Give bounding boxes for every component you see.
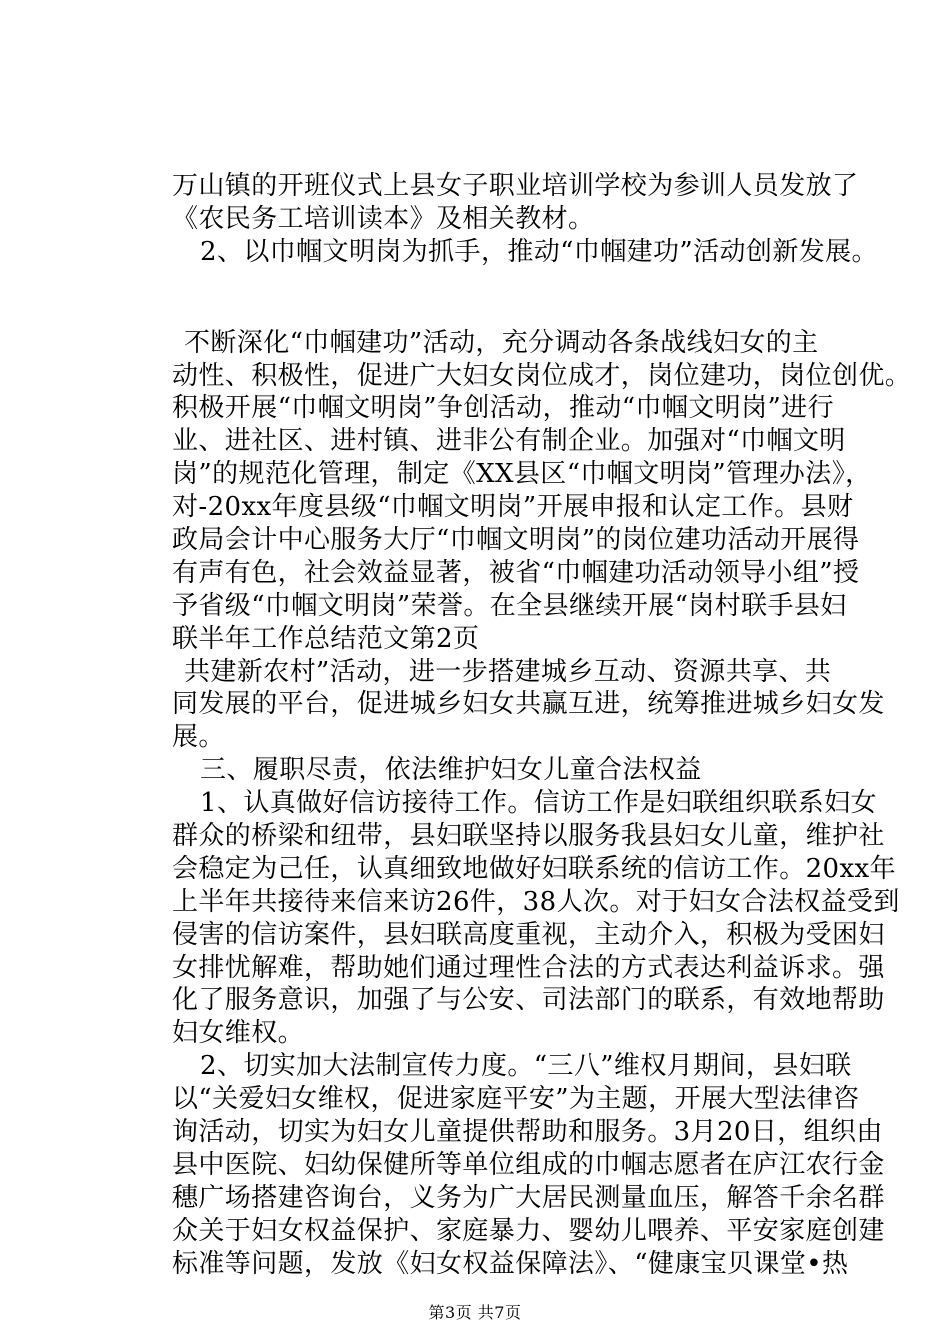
text-line: 标准等问题，发放《妇女权益保障法》、“健康宝贝课堂•热 <box>172 1248 849 1279</box>
text-line: 妇女维权。 <box>172 1018 305 1049</box>
text-line: 同发展的平台，促进城乡妇女共赢互进，统筹推进城乡妇女发 <box>172 689 885 720</box>
text-line: 侵害的信访案件，县妇联高度重视，主动介入，积极为受困妇 <box>172 919 885 950</box>
text-line: 万山镇的开班仪式上县女子职业培训学校为参训人员发放了 <box>172 171 859 201</box>
text-line: 穗广场搭建咨询台，义务为广大居民测量血压，解答千余名群 <box>172 1182 885 1213</box>
text-line: 予省级“巾帼文明岗”荣誉。在全县继续开展“岗村联手县妇 <box>172 590 847 621</box>
text-line: 1、认真做好信访接待工作。信访工作是妇联组织联系妇女 <box>200 788 877 819</box>
text-line: 众关于妇女权益保护、家庭暴力、婴幼儿喂养、平安家庭创建 <box>172 1215 885 1246</box>
section-heading: 三、履职尽责，依法维护妇女儿童合法权益 <box>200 755 702 786</box>
text-line: 岗”的规范化管理，制定《XX县区“巾帼文明岗”管理办法》， <box>172 459 872 490</box>
text-line: 业、进社区、进村镇、进非公有制企业。加强对“巾帼文明 <box>172 426 846 457</box>
text-line: 不断深化“巾帼建功”活动，充分调动各条战线妇女的主 <box>184 327 819 358</box>
text-line: 政局会计中心服务大厅“巾帼文明岗”的岗位建功活动开展得 <box>172 525 860 556</box>
text-line: 女排忧解难，帮助她们通过理性合法的方式表达利益诉求。强 <box>172 952 885 983</box>
text-line: 有声有色，社会效益显著，被省“巾帼建功活动领导小组”授 <box>172 557 860 588</box>
text-line: 展。 <box>172 722 225 753</box>
text-line: 2、切实加大法制宣传力度。“三八”维权月期间，县妇联 <box>200 1051 852 1082</box>
paragraph-gap <box>172 269 862 327</box>
text-line: 询活动，切实为妇女儿童提供帮助和服务。3月20日，组织由 <box>172 1117 883 1148</box>
document-body <box>172 170 912 1281</box>
text-line: 积极开展“巾帼文明岗”争创活动，推动“巾帼文明岗”进行 <box>172 393 834 424</box>
text-line: 动性、积极性，促进广大妇女岗位成才，岗位建功，岗位创优。 <box>172 360 912 391</box>
page-number-footer: 第3页 共7页 <box>428 1303 522 1322</box>
text-line: 《农民务工培训读本》及相关教材。 <box>172 203 595 234</box>
text-line: 会稳定为己任，认真细致地做好妇联系统的信访工作。20xx年 <box>172 853 897 884</box>
text-line: 群众的桥梁和纽带，县妇联坚持以服务我县妇女儿童，维护社 <box>172 821 885 852</box>
text-line: 联半年工作总结范文第2页 <box>172 623 480 654</box>
text-line: 共建新农村”活动，进一步搭建城乡互动、资源共享、共 <box>184 656 832 687</box>
text-line: 以“关爱妇女维权，促进家庭平安”为主题，开展大型法律咨 <box>172 1084 860 1115</box>
subheading-line: 2、以巾帼文明岗为抓手，推动“巾帼建功”活动创新发展。 <box>200 236 878 267</box>
text-line: 化了服务意识，加强了与公安、司法部门的联系，有效地帮助 <box>172 985 885 1016</box>
text-line: 县中医院、妇幼保健所等单位组成的巾帼志愿者在庐江农行金 <box>172 1149 885 1180</box>
text-line: 上半年共接待来信来访26件，38人次。对于妇女合法权益受到 <box>172 886 900 917</box>
text-line: 对-20xx年度县级“巾帼文明岗”开展申报和认定工作。县财 <box>172 492 854 523</box>
